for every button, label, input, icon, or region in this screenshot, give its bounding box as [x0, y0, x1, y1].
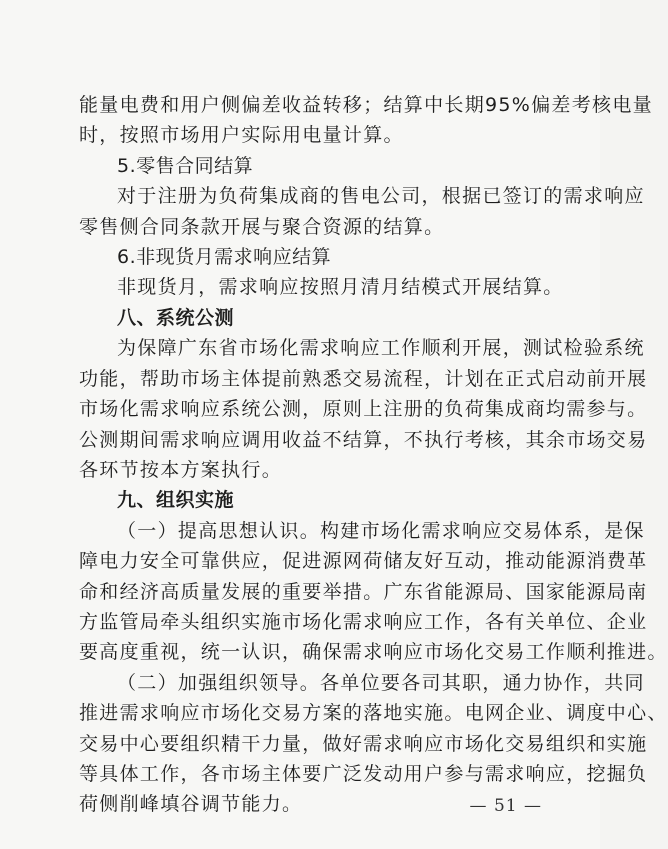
- subsection-heading: 5.零售合同结算: [117, 155, 254, 177]
- body-text-line: 市场化需求响应系统公测，原则上注册的负荷集成商均需参与。: [79, 398, 648, 420]
- body-text-line: 等具体工作，各市场主体要广泛发动用户参与需求响应，挖掘负: [79, 763, 648, 785]
- body-text-line: 荷侧削峰填谷调节能力。: [79, 793, 303, 815]
- body-text-line: 命和经济高质量发展的重要举措。广东省能源局、国家能源局南: [79, 581, 648, 603]
- paragraph-first-line: 对于注册为负荷集成商的售电公司，根据已签订的需求响应: [117, 185, 645, 207]
- section-heading: 八、系统公测: [117, 307, 235, 329]
- paragraph-first-line: 非现货月，需求响应按照月清月结模式开展结算。: [117, 276, 564, 298]
- body-text-line: 方监管局牵头组织实施市场化需求响应工作，各有关单位、企业: [79, 611, 648, 633]
- body-text-line: 零售侧合同条款开展与聚合资源的结算。: [79, 216, 445, 238]
- body-text-line: 交易中心要组织精干力量，做好需求响应市场化交易组织和实施: [79, 733, 648, 755]
- paragraph-first-line: 为保障广东省市场化需求响应工作顺利开展，测试检验系统: [117, 337, 645, 359]
- body-text-line: 要高度重视，统一认识，确保需求响应市场化交易工作顺利推进。: [79, 641, 668, 663]
- body-text-line: 时，按照市场用户实际用电量计算。: [79, 124, 404, 146]
- body-text-line: 各环节按本方案执行。: [79, 459, 283, 481]
- body-text-line: 推进需求响应市场化交易方案的落地实施。电网企业、调度中心、: [79, 702, 668, 724]
- subsection-heading: 6.非现货月需求响应结算: [117, 246, 332, 268]
- body-text-line: 功能，帮助市场主体提前熟悉交易流程，计划在正式启动前开展: [79, 368, 648, 390]
- body-text-line: 能量电费和用户侧偏差收益转移；结算中长期95%偏差考核电量: [79, 94, 653, 116]
- paragraph-first-line: （一）提高思想认识。构建市场化需求响应交易体系，是保: [117, 520, 645, 542]
- section-heading: 九、组织实施: [117, 489, 235, 511]
- body-text-line: 障电力安全可靠供应，促进源网荷储友好互动，推动能源消费革: [79, 550, 648, 572]
- body-text-line: 公测期间需求响应调用收益不结算，不执行考核，其余市场交易: [79, 429, 648, 451]
- paragraph-first-line: （二）加强组织领导。各单位要各司其职，通力协作，共同: [117, 672, 645, 694]
- page-number: — 51 —: [469, 796, 542, 816]
